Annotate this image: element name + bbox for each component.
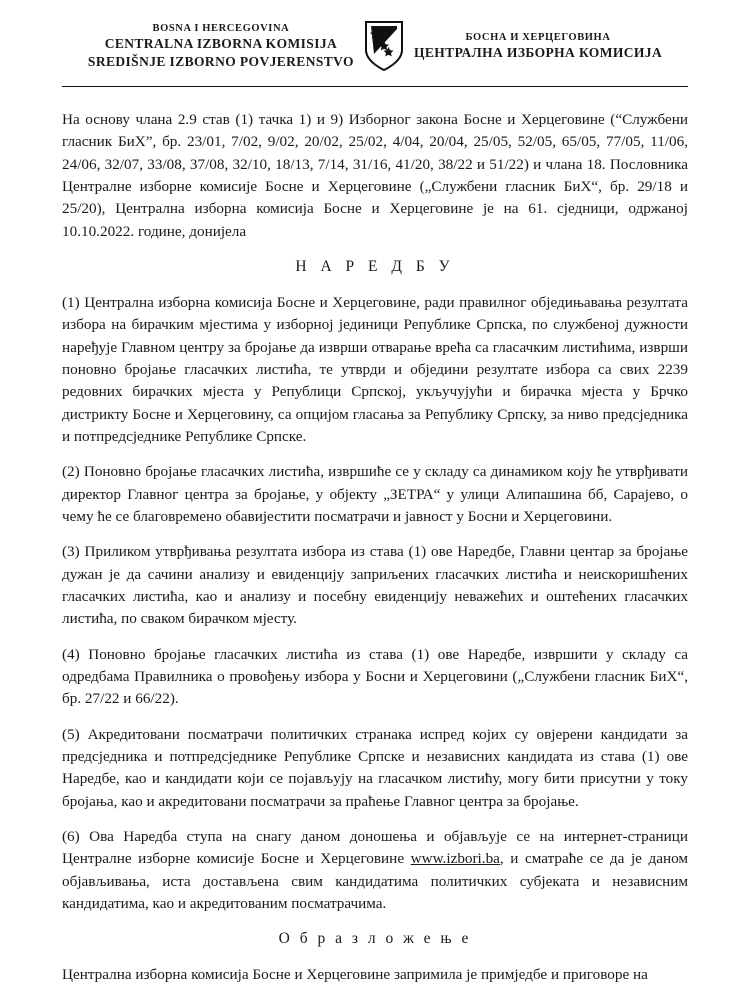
document-title: Н А Р Е Д Б У (295, 258, 455, 276)
order-item-6-text-before: (6) Ова Наредба ступа на снагу даном доношења и објављује се на интернет-страници Централне изборне комисије Босне и Херцеговине (62, 828, 688, 868)
izbori-website-link[interactable]: www.izbori.ba (410, 850, 500, 868)
header-commission-cyrillic: ЦЕНТРАЛНА ИЗБОРНА КОМИСИЈА (413, 45, 663, 61)
header-commission-latin: CENTRALNA IZBORNA KOMISIJA (104, 36, 338, 52)
header-commission-latin-alt: SREDIŠNJE IZBORNO POVJERENSTVO (87, 53, 354, 69)
header-right-block (414, 31, 662, 62)
order-item-1: (1) Централна изборна комисија Босне и Херцеговине, ради правилног обједињавања резултата избора на бирачким мјестима у изборној јединици Републике Српска, по службеној дужности наређује Главном центру за бројање да изврши отварање врећа са гласачким листићима, изврши поновно бројање гласачких листића, те утврди и обједини резултате избора са свих 2239 редовних бирачких мјеста у Републици Српској, укључујући и бирачка мјеста у Брчко дистрикту Босне и Херцеговину, са опцијом гласања за Републику Српску, за ниво предсједника и потпредсједнике Републике Српске. (62, 293, 688, 445)
order-item-2: (2) Поновно бројање гласачких листића, извршиће се у складу са динамиком коју ће утврђивати директор Главног центра за бројање, у објекту „ЗЕТРА“ у улици Алипашина бб, Сарајево, о чему ће се благовремено обавијестити посматрачи и јавност у Босни и Херцеговини. (62, 463, 688, 525)
order-item-6 (62, 826, 688, 915)
header-country-latin: BOSNA I HERCEGOVINA (152, 23, 290, 35)
header-divider (62, 86, 688, 87)
order-item-6-text-after: , и сматраће се да је даном објављивања, иста достављена свим кандидатима политичких субјеката и независним кандидатима, као и акредитованим посматрачима. (62, 850, 688, 913)
header-country-cyrillic: БОСНА И ХЕРЦЕГОВИНА (465, 31, 611, 43)
document-body (62, 109, 688, 987)
order-item-4: (4) Поновно бројање гласачких листића из става (1) ове Наредбе, извршити у складу са одредбама Правилника о провођењу избора у Босни и Херцеговини („Службени гласник БиХ“, бр. 27/22 и 66/22). (62, 645, 688, 708)
order-item-5: (5) Акредитовани посматрачи политичких странака испред којих су овјерени кандидати за предсједника и потпредсједнике Републике Српске и независних кандидата из става (1) ове Наредбе, као и кандидати који се појављују на гласачком листићу, могу бити присутни у току бројања, као и акредитовани посматрачи за праћење Главног центра за бројање. (62, 725, 688, 810)
bih-coat-of-arms-icon (364, 20, 404, 72)
preamble-paragraph: На основу члана 2.9 став (1) тачка 1) и 9) Изборног закона Босне и Херцеговине (“Службени гласник БиХ”, бр. 23/01, 7/02, 9/02, 20/02, 25/02, 4/04, 20/04, 25/05, 52/05, 65/05, 77/05, 11/06, 24/06, 32/07, 33/08, 37/08, 32/10, 18/13, 7/14, 31/16, 41/20, 38/22 и 51/22) и члана 18. Пословника Централне изборне комисије Босне и Херцеговине („Службени гласник БиХ“, бр. 29/18 и 25/20), Централна изборна комисија Босне и Херцеговине је на 61. сједници, одржаној 10.10.2022. године, донијела (62, 111, 688, 240)
header-left-block (88, 22, 354, 70)
explanation-title: О б р а з л о ж е њ е (278, 930, 472, 948)
document-header (62, 14, 688, 72)
explanation-first-paragraph: Централна изборна комисија Босне и Херцеговине запримила је примједбе и приговоре на (62, 966, 648, 984)
order-item-3: (3) Приликом утврђивања резултата избора из става (1) ове Наредбе, Главни центар за бројање дужан је да сачини анализу и евиденцију заприљених гласачких листића и неискоришћених гласачких листића, као и анализу и посебну евиденцију неважећих и оштећених гласачких листића, по сваком бирачком мјесту. (62, 543, 688, 628)
